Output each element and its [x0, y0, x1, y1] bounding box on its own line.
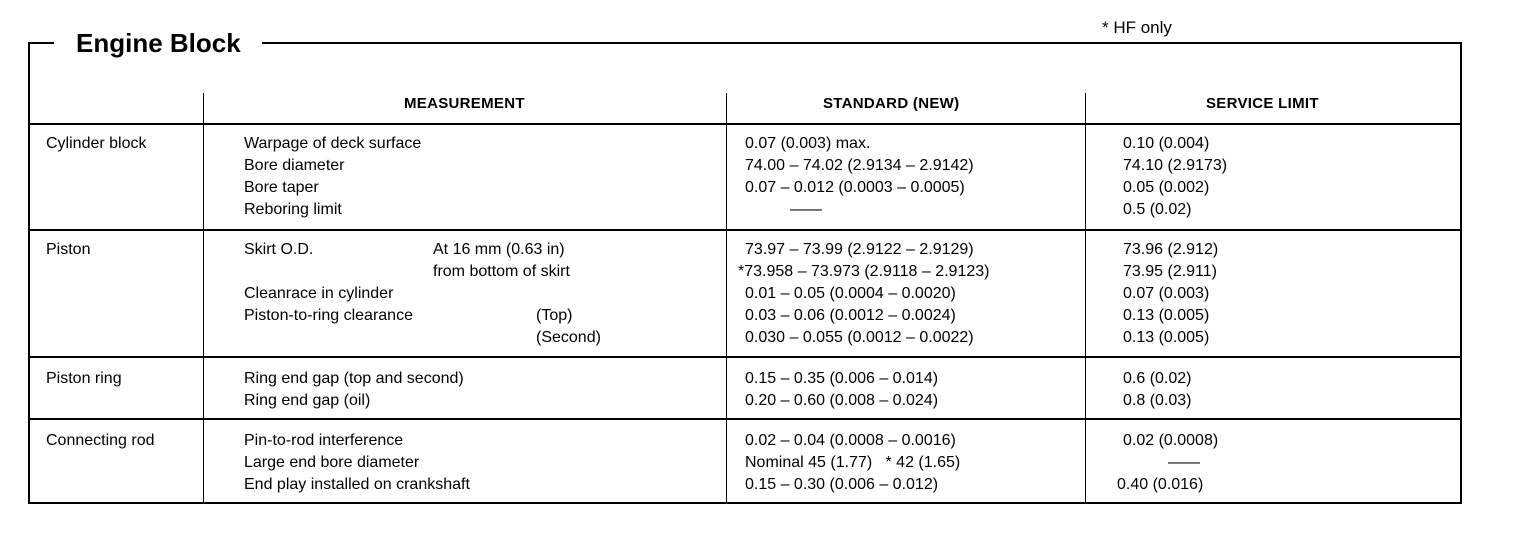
- group-name: Connecting rod: [46, 432, 155, 449]
- standard-cell: 0.15 – 0.30 (0.006 – 0.012): [745, 476, 939, 493]
- limit-cell: 74.10 (2.9173): [1123, 157, 1228, 174]
- standard-cell: 0.15 – 0.35 (0.006 – 0.014): [745, 370, 939, 387]
- measurement-cell: Pin-to-rod interference: [244, 432, 404, 449]
- frame-top-left-stub: [28, 42, 54, 44]
- standard-cell: 0.20 – 0.60 (0.008 – 0.024): [745, 392, 939, 409]
- standard-cell: 74.00 – 74.02 (2.9134 – 2.9142): [745, 157, 974, 174]
- footnote-hf-only: * HF only: [1102, 18, 1172, 37]
- header-measurement: MEASUREMENT: [404, 95, 525, 112]
- standard-cell: ——: [790, 201, 822, 218]
- frame-left-line: [28, 42, 30, 504]
- limit-cell: 0.13 (0.005): [1123, 307, 1210, 324]
- group-name: Piston ring: [46, 370, 122, 387]
- row-separator-connecting-rod: [28, 418, 1462, 420]
- measurement-cell: End play installed on crankshaft: [244, 476, 470, 493]
- column-separator-1: [203, 93, 204, 503]
- group-name: Cylinder block: [46, 135, 147, 152]
- row-separator-piston: [28, 229, 1462, 231]
- standard-cell: 0.03 – 0.06 (0.0012 – 0.0024): [745, 307, 956, 324]
- limit-cell: 0.6 (0.02): [1123, 370, 1192, 387]
- qualifier-cell: from bottom of skirt: [433, 263, 570, 280]
- standard-cell: 73.97 – 73.99 (2.9122 – 2.9129): [745, 241, 974, 258]
- standard-cell: 0.02 – 0.04 (0.0008 – 0.0016): [745, 432, 956, 449]
- frame-bottom-line: [28, 502, 1462, 504]
- measurement-cell: Cleanrace in cylinder: [244, 285, 394, 302]
- row-separator-piston-ring: [28, 356, 1462, 358]
- measurement-cell: Warpage of deck surface: [244, 135, 422, 152]
- limit-cell: 0.5 (0.02): [1123, 201, 1192, 218]
- standard-cell: 0.01 – 0.05 (0.0004 – 0.0020): [745, 285, 956, 302]
- limit-cell: 0.02 (0.0008): [1123, 432, 1219, 449]
- limit-cell: 73.95 (2.911): [1123, 263, 1217, 280]
- standard-cell: 0.07 – 0.012 (0.0003 – 0.0005): [745, 179, 965, 196]
- limit-cell: 0.8 (0.03): [1123, 392, 1192, 409]
- measurement-cell: Ring end gap (top and second): [244, 370, 464, 387]
- qualifier-cell: (Top): [536, 307, 573, 324]
- limit-cell: 0.13 (0.005): [1123, 329, 1210, 346]
- limit-cell: 0.07 (0.003): [1123, 285, 1210, 302]
- measurement-cell: Ring end gap (oil): [244, 392, 371, 409]
- column-separator-3: [1085, 93, 1086, 503]
- measurement-cell: Skirt O.D.: [244, 241, 314, 258]
- standard-cell: Nominal 45 (1.77) * 42 (1.65): [745, 454, 961, 471]
- measurement-cell: Piston-to-ring clearance: [244, 307, 413, 324]
- measurement-cell: Reboring limit: [244, 201, 342, 218]
- qualifier-cell: At 16 mm (0.63 in): [433, 241, 565, 258]
- limit-cell: 0.05 (0.002): [1123, 179, 1210, 196]
- header-standard: STANDARD (NEW): [823, 95, 960, 112]
- column-separator-2: [726, 93, 727, 503]
- header-service-limit: SERVICE LIMIT: [1206, 95, 1319, 112]
- section-title: Engine Block: [76, 28, 241, 58]
- qualifier-cell: (Second): [536, 329, 601, 346]
- limit-cell: 73.96 (2.912): [1123, 241, 1219, 258]
- measurement-cell: Large end bore diameter: [244, 454, 420, 471]
- group-name: Piston: [46, 241, 91, 258]
- header-separator: [28, 123, 1462, 125]
- limit-cell: ——: [1168, 454, 1200, 471]
- standard-cell: 0.07 (0.003) max.: [745, 135, 871, 152]
- limit-cell: 0.40 (0.016): [1117, 476, 1204, 493]
- measurement-cell: Bore taper: [244, 179, 319, 196]
- standard-cell: 0.030 – 0.055 (0.0012 – 0.0022): [745, 329, 974, 346]
- limit-cell: 0.10 (0.004): [1123, 135, 1210, 152]
- frame-top-line: [262, 42, 1462, 44]
- standard-cell: *73.958 – 73.973 (2.9118 – 2.9123): [738, 263, 990, 280]
- measurement-cell: Bore diameter: [244, 157, 345, 174]
- frame-right-line: [1460, 42, 1462, 504]
